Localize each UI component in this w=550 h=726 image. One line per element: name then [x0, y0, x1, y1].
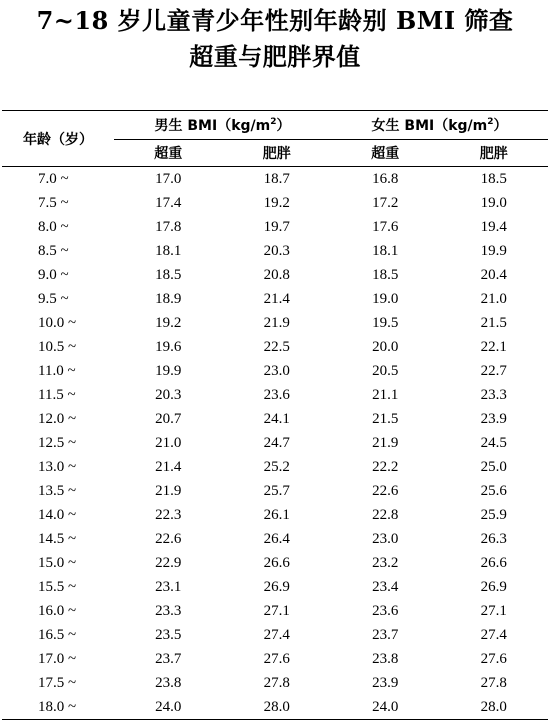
female-obese-cell: 26.3 — [480, 531, 507, 547]
table-row — [2, 527, 548, 551]
male-overweight-cell: 19.2 — [155, 315, 182, 331]
male-obese-cell: 25.7 — [263, 483, 290, 499]
table-body — [2, 167, 548, 720]
male-obese-cell: 26.9 — [263, 579, 290, 595]
female-obese-header: 肥胖 — [440, 140, 549, 167]
age-cell: 8.0 ~ — [38, 219, 69, 235]
table-row — [2, 551, 548, 575]
male-overweight-cell: 23.7 — [155, 651, 182, 667]
table-row — [2, 647, 548, 671]
male-obese-cell: 22.5 — [263, 339, 290, 355]
male-group-close: ） — [276, 118, 291, 134]
female-overweight-cell: 19.5 — [372, 315, 399, 331]
age-cell: 8.5 ~ — [38, 243, 69, 259]
female-overweight-cell: 18.5 — [372, 267, 399, 283]
age-cell: 12.0 ~ — [38, 411, 77, 427]
male-overweight-cell: 21.0 — [155, 435, 182, 451]
age-cell: 13.0 ~ — [38, 459, 77, 475]
female-bmi-group-header — [331, 111, 548, 140]
female-overweight-cell: 22.8 — [372, 507, 399, 523]
male-overweight-cell: 23.3 — [155, 603, 182, 619]
male-obese-cell: 27.8 — [263, 675, 290, 691]
female-obese-cell: 25.6 — [480, 483, 507, 499]
table-row — [2, 191, 548, 215]
age-cell: 12.5 ~ — [38, 435, 77, 451]
female-obese-cell: 25.9 — [480, 507, 507, 523]
male-overweight-cell: 18.5 — [155, 267, 182, 283]
male-obese-cell: 25.2 — [263, 459, 290, 475]
female-overweight-cell: 17.2 — [372, 195, 399, 211]
male-overweight-cell: 18.1 — [155, 243, 182, 259]
male-overweight-header: 超重 — [114, 140, 223, 167]
female-group-close: ） — [493, 118, 508, 134]
female-obese-cell: 21.5 — [480, 315, 507, 331]
female-obese-cell: 20.4 — [480, 267, 507, 283]
age-cell: 10.0 ~ — [38, 315, 77, 331]
male-overweight-cell: 17.8 — [155, 219, 182, 235]
page-title: 7~18 岁儿童青少年性别年龄别 BMI 筛查 — [36, 6, 514, 35]
female-obese-cell: 19.9 — [480, 243, 507, 259]
male-overweight-cell: 21.9 — [155, 483, 182, 499]
table-row — [2, 599, 548, 623]
male-obese-cell: 28.0 — [223, 695, 332, 720]
female-obese-cell: 27.6 — [480, 651, 507, 667]
male-overweight-cell: 24.0 — [114, 695, 223, 720]
male-overweight-cell: 23.8 — [155, 675, 182, 691]
male-obese-cell: 26.4 — [263, 531, 290, 547]
male-obese-cell: 24.1 — [263, 411, 290, 427]
male-obese-cell: 18.7 — [263, 171, 290, 187]
male-overweight-cell: 17.0 — [155, 171, 182, 187]
female-obese-cell: 22.1 — [480, 339, 507, 355]
female-obese-cell: 21.0 — [480, 291, 507, 307]
age-cell: 7.5 ~ — [38, 195, 69, 211]
male-overweight-cell: 17.4 — [155, 195, 182, 211]
age-cell: 10.5 ~ — [38, 339, 77, 355]
male-overweight-cell: 19.9 — [155, 363, 182, 379]
female-obese-cell: 23.3 — [480, 387, 507, 403]
female-obese-cell: 19.4 — [480, 219, 507, 235]
table-row — [2, 335, 548, 359]
table-row — [2, 407, 548, 431]
male-unit-superscript: 2 — [270, 117, 277, 127]
male-obese-cell: 19.2 — [263, 195, 290, 211]
male-obese-header: 肥胖 — [223, 140, 332, 167]
table-row — [2, 671, 548, 695]
male-overweight-cell: 22.9 — [155, 555, 182, 571]
age-cell: 11.5 ~ — [38, 387, 76, 403]
male-obese-cell: 21.4 — [263, 291, 290, 307]
female-overweight-cell: 24.0 — [331, 695, 440, 720]
female-overweight-cell: 23.7 — [372, 627, 399, 643]
female-obese-cell: 19.0 — [480, 195, 507, 211]
male-overweight-cell: 20.7 — [155, 411, 182, 427]
table-row — [2, 239, 548, 263]
male-obese-cell: 27.4 — [263, 627, 290, 643]
age-cell: 13.5 ~ — [38, 483, 77, 499]
age-cell: 9.0 ~ — [38, 267, 69, 283]
age-cell: 16.0 ~ — [38, 603, 77, 619]
male-obese-cell: 24.7 — [263, 435, 290, 451]
age-cell: 14.0 ~ — [38, 507, 77, 523]
male-overweight-cell: 19.6 — [155, 339, 182, 355]
table-row — [2, 311, 548, 335]
table-row — [2, 167, 548, 192]
table-header — [2, 111, 548, 167]
female-overweight-cell: 21.9 — [372, 435, 399, 451]
table-row — [2, 695, 548, 720]
male-obese-cell: 23.0 — [263, 363, 290, 379]
table-row — [2, 575, 548, 599]
male-overweight-cell: 22.6 — [155, 531, 182, 547]
female-overweight-cell: 16.8 — [372, 171, 399, 187]
age-cell: 11.0 ~ — [38, 363, 76, 379]
table-row — [2, 263, 548, 287]
female-overweight-cell: 23.8 — [372, 651, 399, 667]
male-obese-cell: 23.6 — [263, 387, 290, 403]
age-cell: 17.5 ~ — [38, 675, 77, 691]
male-overweight-cell: 23.5 — [155, 627, 182, 643]
female-obese-cell: 24.5 — [480, 435, 507, 451]
female-overweight-header: 超重 — [331, 140, 440, 167]
female-overweight-cell: 20.0 — [372, 339, 399, 355]
female-overweight-cell: 20.5 — [372, 363, 399, 379]
female-overweight-cell: 23.6 — [372, 603, 399, 619]
male-obese-cell: 27.6 — [263, 651, 290, 667]
male-obese-cell: 27.1 — [263, 603, 290, 619]
female-overweight-cell: 21.1 — [372, 387, 399, 403]
age-cell: 7.0 ~ — [38, 171, 69, 187]
table-row — [2, 359, 548, 383]
female-overweight-cell: 22.6 — [372, 483, 399, 499]
female-obese-cell: 23.9 — [480, 411, 507, 427]
male-overweight-cell: 21.4 — [155, 459, 182, 475]
female-obese-cell: 28.0 — [440, 695, 549, 720]
age-cell: 15.5 ~ — [38, 579, 77, 595]
female-obese-cell: 27.4 — [480, 627, 507, 643]
age-cell: 14.5 ~ — [38, 531, 77, 547]
female-bmi-group-label: 女生 BMI（kg/m — [371, 118, 488, 134]
table-row — [2, 215, 548, 239]
table-row — [2, 455, 548, 479]
male-obese-cell: 20.8 — [263, 267, 290, 283]
age-cell: 15.0 ~ — [38, 555, 77, 571]
female-overweight-cell: 21.5 — [372, 411, 399, 427]
female-obese-cell: 18.5 — [480, 171, 507, 187]
female-obese-cell: 22.7 — [480, 363, 507, 379]
female-obese-cell: 25.0 — [480, 459, 507, 475]
table-row — [2, 479, 548, 503]
page-subtitle: 超重与肥胖界值 — [189, 42, 361, 71]
female-obese-cell: 27.1 — [480, 603, 507, 619]
male-obese-cell: 26.1 — [263, 507, 290, 523]
female-overweight-cell: 23.4 — [372, 579, 399, 595]
table-row — [2, 623, 548, 647]
male-overweight-cell: 22.3 — [155, 507, 182, 523]
female-obese-cell: 26.6 — [480, 555, 507, 571]
female-overweight-cell: 23.2 — [372, 555, 399, 571]
male-overweight-cell: 20.3 — [155, 387, 182, 403]
age-cell: 9.5 ~ — [38, 291, 69, 307]
table-row — [2, 503, 548, 527]
male-obese-cell: 20.3 — [263, 243, 290, 259]
female-unit-superscript: 2 — [487, 117, 494, 127]
female-overweight-cell: 23.0 — [372, 531, 399, 547]
male-overweight-cell: 23.1 — [155, 579, 182, 595]
female-overweight-cell: 19.0 — [372, 291, 399, 307]
age-column-header: 年龄（岁） — [2, 111, 114, 167]
table-row — [2, 431, 548, 455]
male-bmi-group-label: 男生 BMI（kg/m — [154, 118, 271, 134]
male-bmi-group-header — [114, 111, 331, 140]
female-overweight-cell: 17.6 — [372, 219, 399, 235]
male-obese-cell: 19.7 — [263, 219, 290, 235]
table-row — [2, 287, 548, 311]
male-overweight-cell: 18.9 — [155, 291, 182, 307]
age-cell: 18.0 ~ — [2, 695, 114, 720]
table-row — [2, 383, 548, 407]
male-obese-cell: 26.6 — [263, 555, 290, 571]
female-overweight-cell: 23.9 — [372, 675, 399, 691]
age-cell: 17.0 ~ — [38, 651, 77, 667]
female-overweight-cell: 18.1 — [372, 243, 399, 259]
female-obese-cell: 26.9 — [480, 579, 507, 595]
table-header-row-1 — [2, 111, 548, 140]
age-cell: 16.5 ~ — [38, 627, 77, 643]
bmi-screening-table — [2, 110, 548, 720]
male-obese-cell: 21.9 — [263, 315, 290, 331]
bmi-table-container — [2, 110, 548, 720]
female-overweight-cell: 22.2 — [372, 459, 399, 475]
female-obese-cell: 27.8 — [480, 675, 507, 691]
